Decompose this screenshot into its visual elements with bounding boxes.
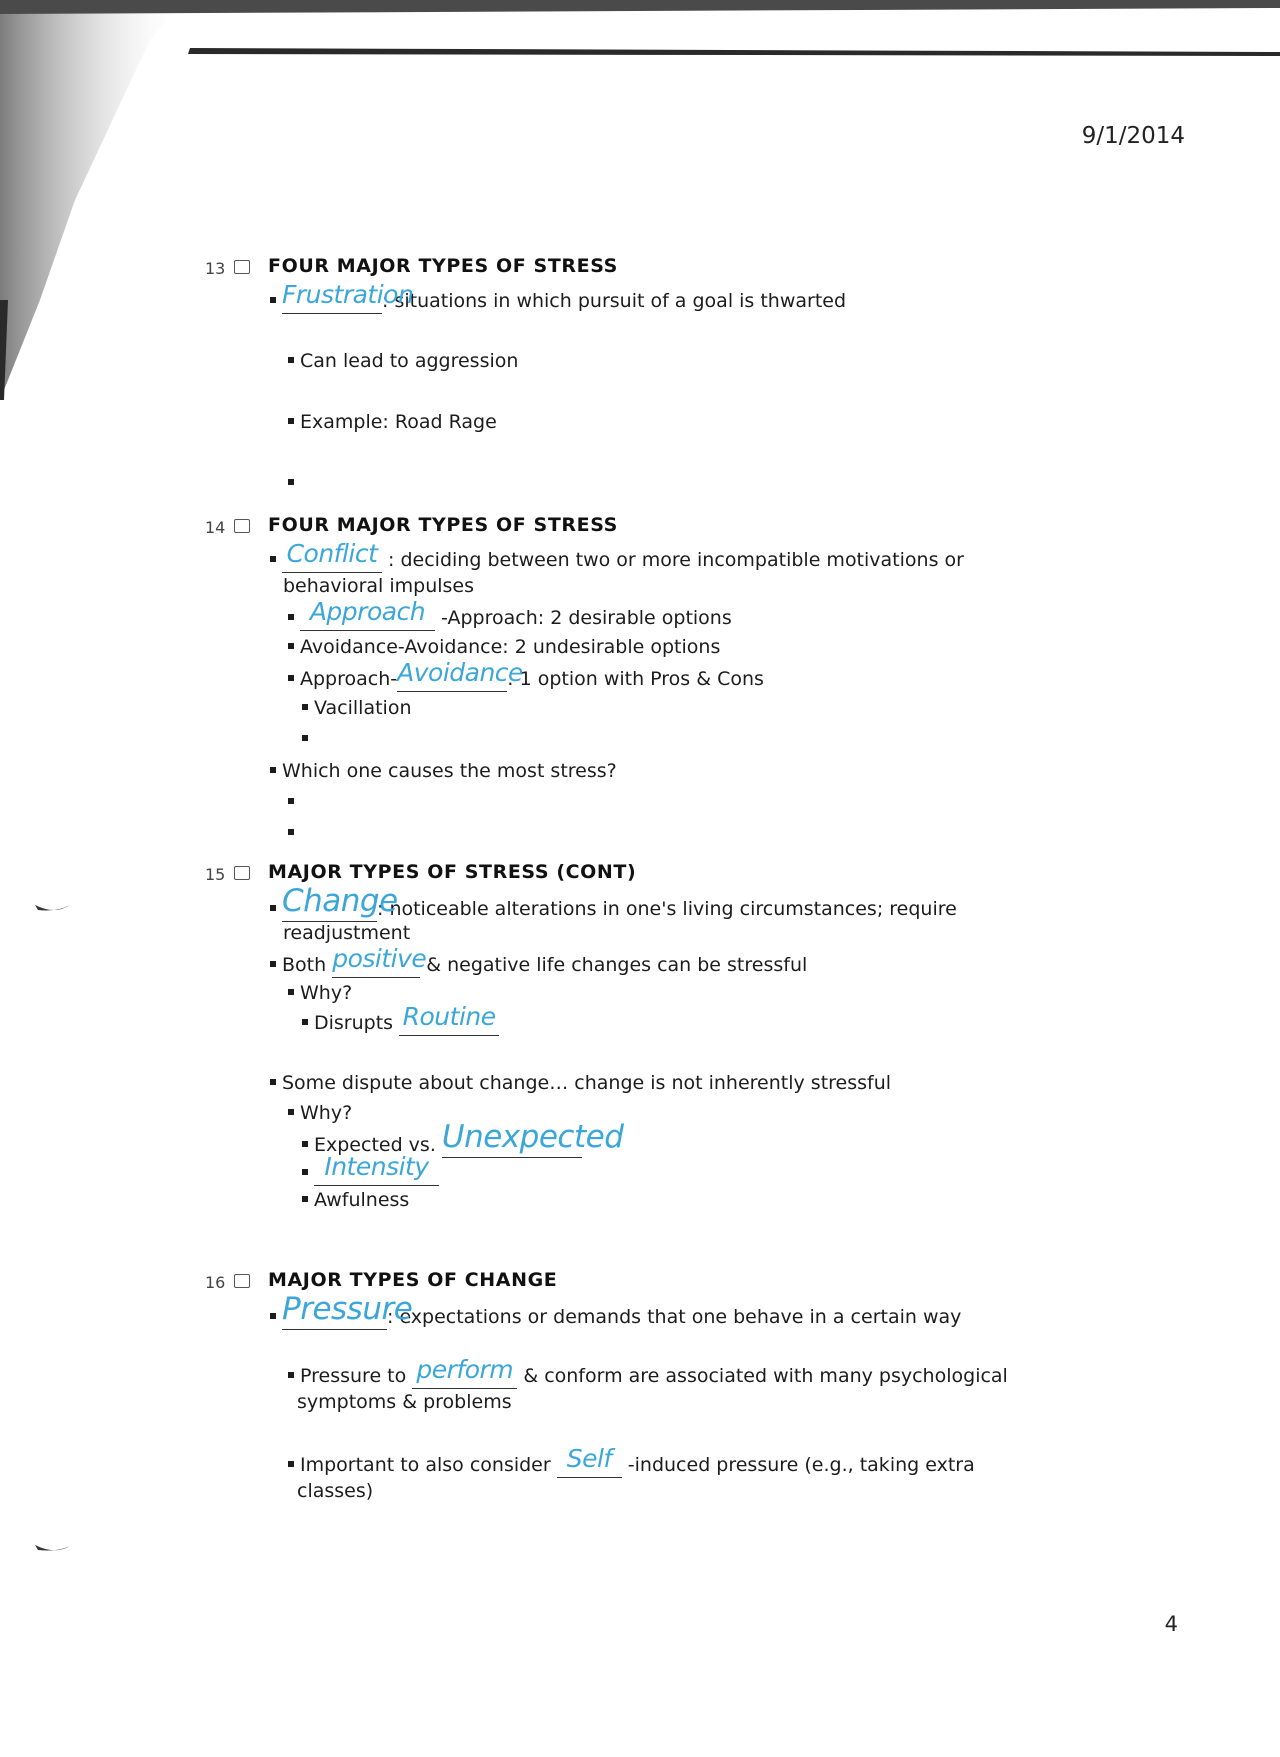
- list-item: [288, 597, 732, 632]
- answer-blank: [300, 597, 435, 631]
- list-item: [302, 1002, 499, 1037]
- bullet-icon: [288, 1461, 294, 1467]
- answer-blank: [557, 1444, 622, 1478]
- line-text: -induced pressure (e.g., taking extra: [621, 1454, 975, 1476]
- date: 9/1/2014: [1081, 123, 1185, 149]
- answer-blank: [397, 658, 523, 692]
- answer-blank: [399, 1002, 499, 1036]
- bullet-icon: [288, 675, 294, 681]
- slide-number: 14: [205, 518, 226, 537]
- list-item: [288, 634, 720, 661]
- list-item: [302, 726, 314, 753]
- line-continuation: symptoms & problems: [297, 1391, 512, 1413]
- bullet-icon: [302, 735, 308, 741]
- line-text: Vacillation: [314, 697, 412, 719]
- line-text: : situations in which pursuit of a goal is thwarted: [382, 290, 847, 312]
- bullet-icon: [288, 643, 294, 649]
- checkbox-icon[interactable]: [234, 260, 250, 274]
- line-text: Why?: [300, 982, 353, 1004]
- bullet-icon: [270, 905, 276, 911]
- bullet-icon: [302, 1141, 308, 1147]
- answer-blank: [282, 883, 398, 922]
- slide-number: 15: [205, 865, 226, 884]
- slide-number: 16: [205, 1273, 226, 1292]
- line-continuation: readjustment: [283, 922, 411, 944]
- list-item: [288, 1355, 1008, 1390]
- list-item: [270, 1291, 962, 1331]
- line-text: Which one causes the most stress?: [282, 760, 617, 782]
- handwritten-answer: Avoidance: [397, 658, 523, 687]
- list-item: [270, 883, 957, 923]
- line-prefix: Both: [282, 954, 333, 976]
- line-prefix: Pressure to: [300, 1365, 413, 1387]
- handwritten-answer: Intensity: [324, 1152, 429, 1181]
- bullet-icon: [288, 418, 294, 424]
- line-text: & conform are associated with many psychological: [517, 1365, 1008, 1387]
- line-text: : noticeable alterations in one's living circumstances; require: [377, 898, 957, 920]
- checkbox-icon[interactable]: [234, 519, 250, 533]
- slide-16: [205, 1269, 1105, 1502]
- list-item: [270, 1070, 891, 1097]
- list-item: [288, 348, 518, 375]
- answer-blank: [441, 1119, 624, 1158]
- bullet-icon: [302, 704, 308, 710]
- answer-blank: [282, 1291, 413, 1330]
- bullet-icon: [270, 961, 276, 967]
- line-text: Example: Road Rage: [300, 411, 497, 433]
- list-item: [288, 820, 300, 847]
- bullet-icon: [288, 357, 294, 363]
- list-item: [288, 1444, 975, 1479]
- bullet-icon: [270, 1079, 276, 1085]
- line-prefix: Disrupts: [314, 1012, 400, 1034]
- list-item: [270, 539, 964, 574]
- handwritten-answer: Self: [566, 1444, 612, 1473]
- line-text: & negative life changes can be stressful: [420, 954, 808, 976]
- handwritten-answer: positive: [332, 944, 427, 973]
- line-continuation: behavioral impulses: [283, 575, 475, 597]
- list-item: [288, 1100, 352, 1127]
- slide-title: FOUR MAJOR TYPES OF STRESS: [268, 514, 618, 536]
- line-prefix: Expected vs.: [314, 1134, 442, 1156]
- handwritten-answer: Change: [282, 883, 398, 919]
- bullet-icon: [302, 1196, 308, 1202]
- answer-blank: [314, 1152, 439, 1186]
- bullet-icon: [270, 767, 276, 773]
- handwritten-answer: Routine: [402, 1002, 496, 1031]
- list-item: [288, 980, 352, 1007]
- list-item: [302, 1187, 409, 1214]
- line-text: Awfulness: [314, 1189, 410, 1211]
- bullet-icon: [302, 1019, 308, 1025]
- answer-blank: [412, 1355, 517, 1389]
- line-text: -Approach: 2 desirable options: [441, 607, 732, 629]
- line-text: Why?: [300, 1102, 353, 1124]
- line-text: : deciding between two or more incompatible motivations or: [388, 549, 964, 571]
- bullet-icon: [288, 989, 294, 995]
- list-item: [302, 695, 412, 722]
- list-item: [288, 409, 497, 436]
- line-text: : 1 option with Pros & Cons: [507, 668, 764, 690]
- answer-blank: [332, 944, 427, 978]
- bullet-icon: [270, 1313, 276, 1319]
- line-text: Can lead to aggression: [300, 350, 519, 372]
- list-item: [270, 280, 847, 315]
- bullet-icon: [288, 1109, 294, 1115]
- checkbox-icon[interactable]: [234, 866, 250, 880]
- line-prefix: Important to also consider: [300, 1454, 557, 1476]
- line-text: Some dispute about change… change is not inherently stressful: [282, 1072, 892, 1094]
- page-number: 4: [1164, 1612, 1178, 1636]
- bullet-icon: [288, 479, 294, 485]
- bullet-icon: [288, 1372, 294, 1378]
- handwritten-answer: Conflict: [286, 539, 378, 568]
- list-item: [270, 944, 808, 979]
- line-text: : expectations or demands that one behave in a certain way: [387, 1306, 962, 1328]
- handwritten-answer: Approach: [309, 597, 426, 626]
- line-text: Avoidance-Avoidance: 2 undesirable options: [300, 636, 721, 658]
- list-item: [302, 1152, 439, 1187]
- handwritten-answer: Frustration: [282, 280, 414, 309]
- line-prefix: Approach-: [300, 668, 398, 690]
- list-item: [288, 789, 300, 816]
- slide-number: 13: [205, 259, 226, 278]
- bullet-icon: [270, 556, 276, 562]
- handwritten-answer: Unexpected: [441, 1119, 624, 1155]
- line-continuation: classes): [297, 1480, 374, 1502]
- bullet-icon: [288, 798, 294, 804]
- answer-blank: [282, 539, 382, 573]
- list-item: [288, 658, 764, 693]
- slide-13: [205, 255, 1105, 433]
- list-item: [270, 758, 617, 785]
- bullet-icon: [270, 297, 276, 303]
- bullet-icon: [288, 614, 294, 620]
- answer-blank: [282, 280, 414, 314]
- slide-title: MAJOR TYPES OF STRESS (CONT): [268, 861, 637, 883]
- slide-title: MAJOR TYPES OF CHANGE: [268, 1269, 558, 1291]
- bullet-icon: [288, 829, 294, 835]
- handwritten-answer: perform: [416, 1355, 514, 1384]
- list-item: [288, 470, 300, 497]
- slide-title: FOUR MAJOR TYPES OF STRESS: [268, 255, 618, 277]
- slide-15: [205, 861, 1105, 1211]
- handwritten-answer: Pressure: [282, 1291, 413, 1327]
- bullet-icon: [302, 1169, 308, 1175]
- slide-14: [205, 514, 1105, 782]
- checkbox-icon[interactable]: [234, 1274, 250, 1288]
